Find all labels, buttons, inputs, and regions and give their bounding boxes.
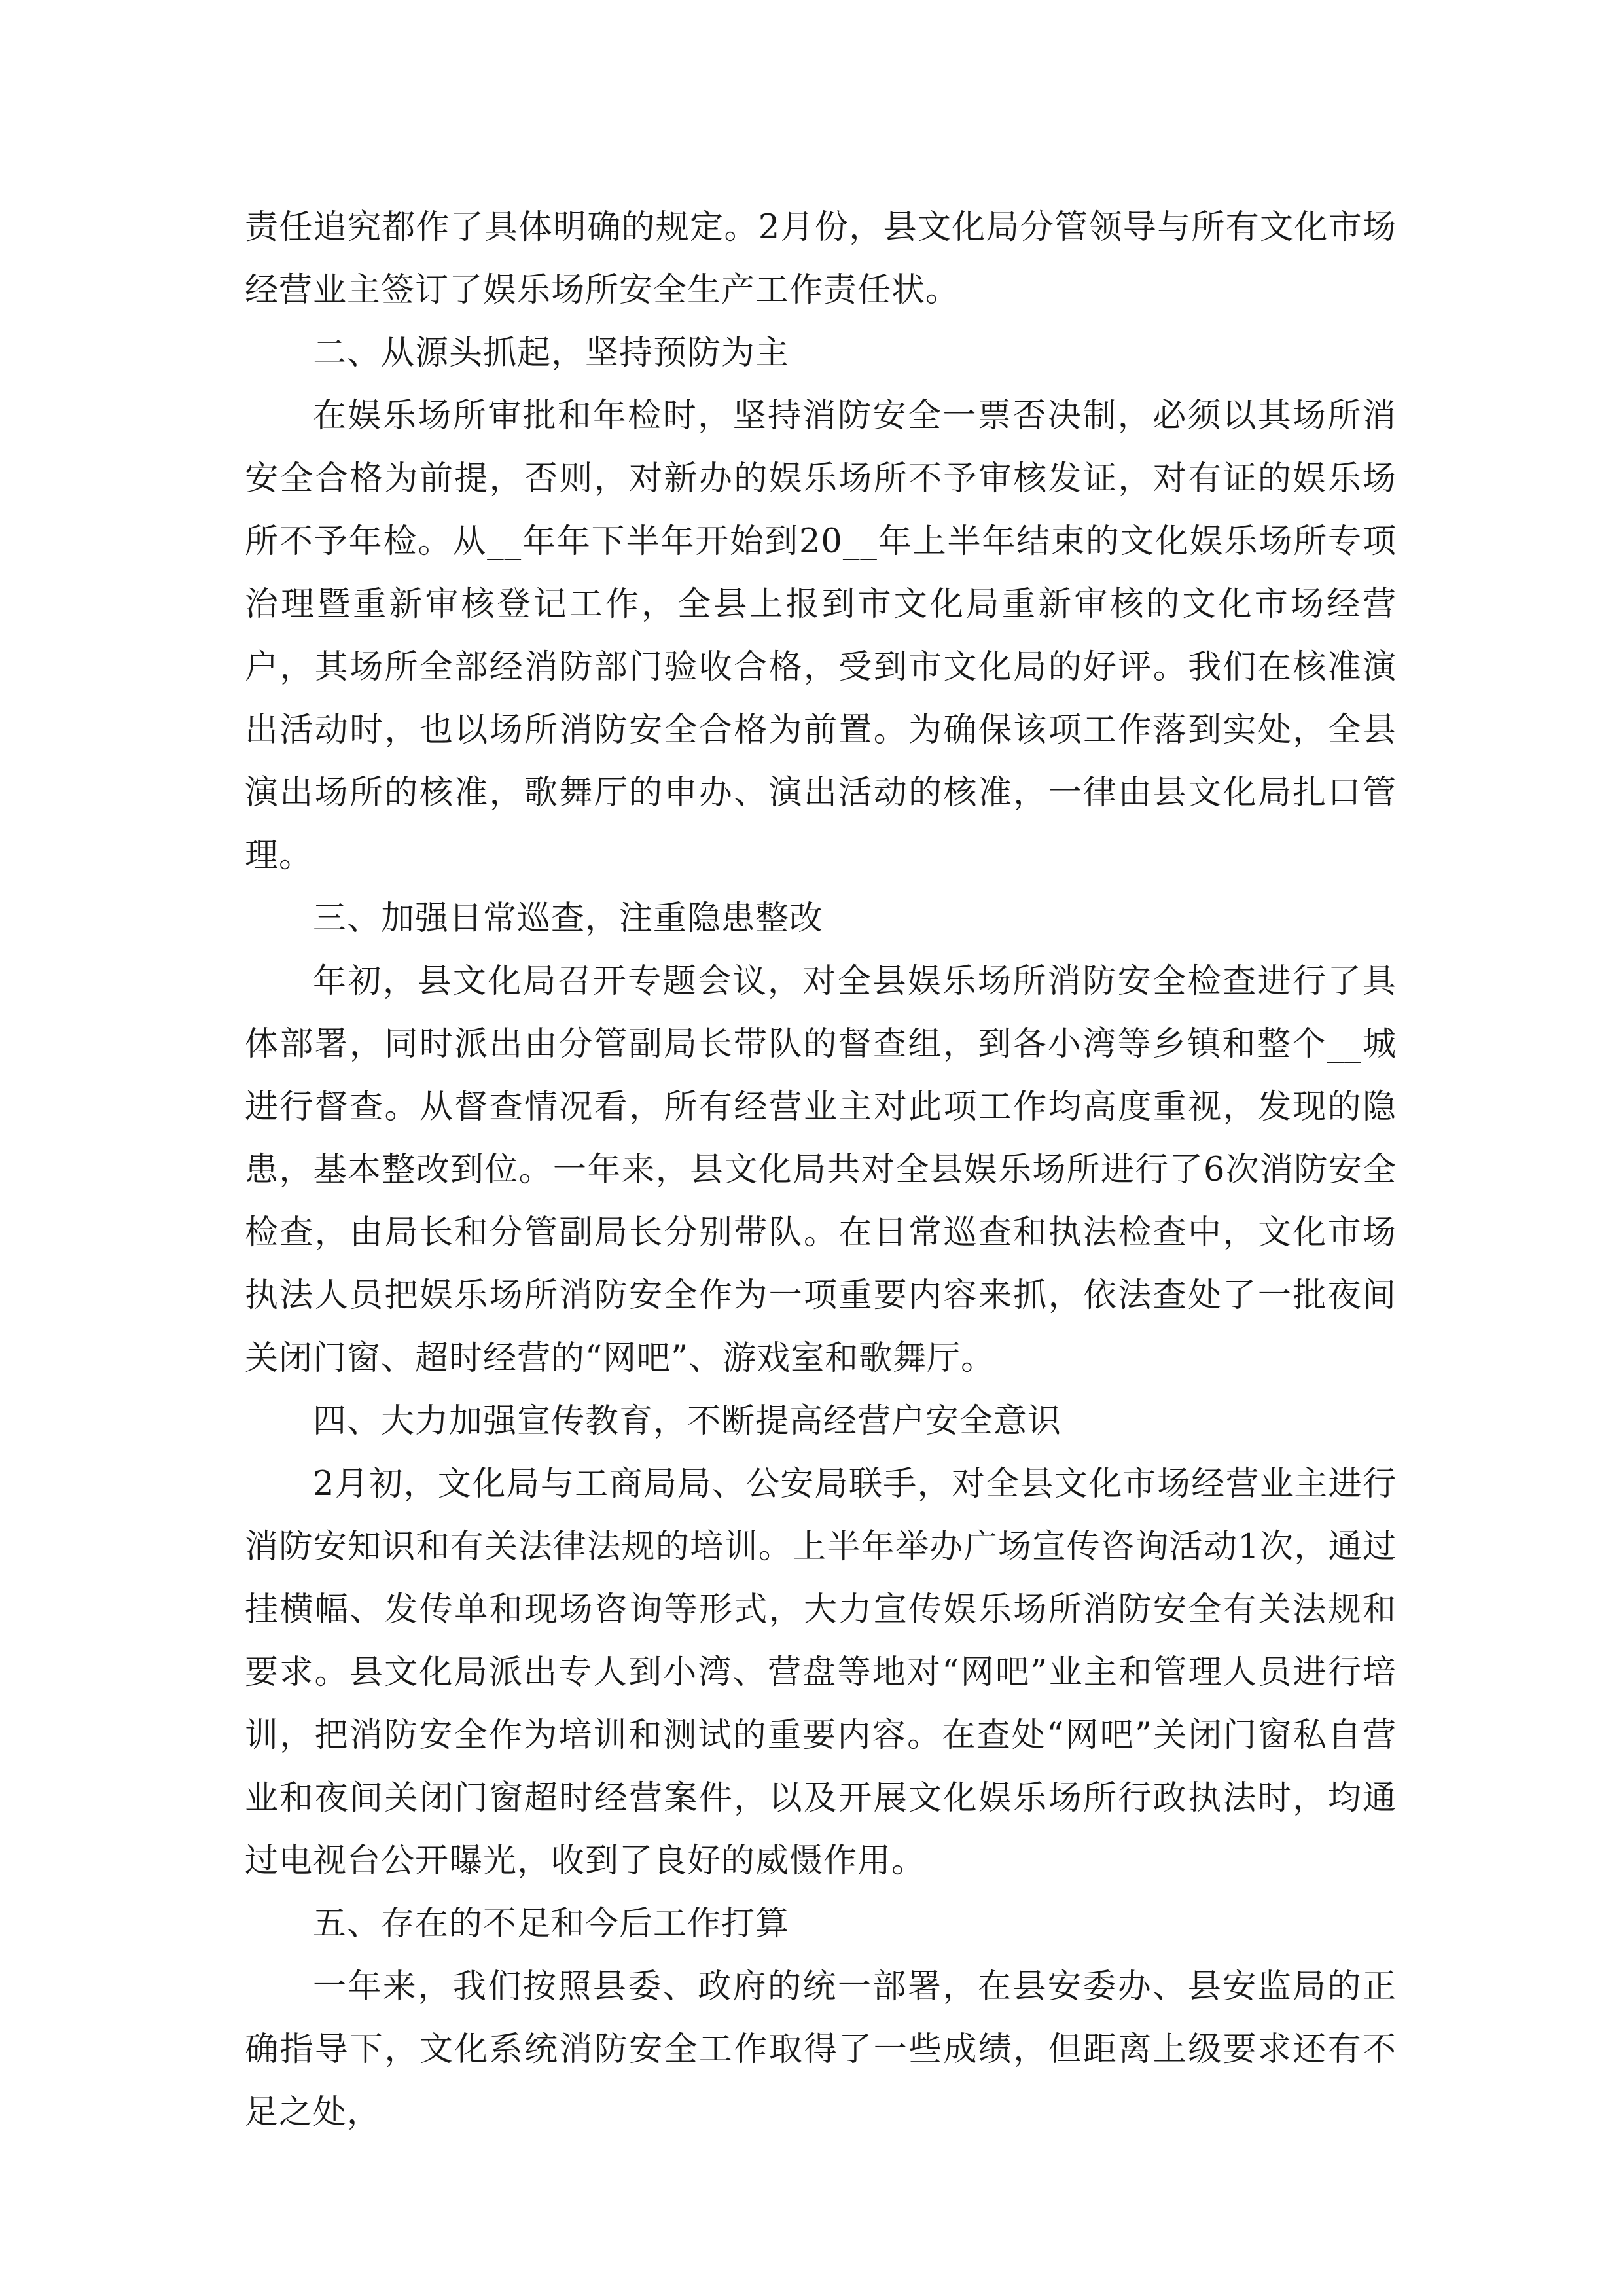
paragraph-section-2: 在娱乐场所审批和年检时，坚持消防安全一票否决制，必须以其场所消安全合格为前提，否则，对新办的娱乐场所不予审核发证，对有证的娱乐场所不予年检。从__年年下半年开始到20__年上半年结束的文化娱乐场所专项治理暨重新审核登记工作，全县上报到市文化局重新审核的文化市场经营户，其场所全部经消防部门验收合格，受到市文化局的好评。我们在核准演出活动时，也以场所消防安全合格为前置。为确保该项工作落到实处，全县演出场所的核准，歌舞厅的申办、演出活动的核准，一律由县文化局扎口管理。	[245, 397, 1397, 875]
paragraph-section-5: 一年来，我们按照县委、政府的统一部署，在县安委办、县安监局的正确指导下，文化系统消防安全工作取得了一些成绩，但距离上级要求还有不足之处，	[245, 1967, 1397, 2132]
section-heading-3: 三、加强日常巡查，注重隐患整改	[313, 899, 824, 938]
section-heading-2: 二、从源头抓起，坚持预防为主	[313, 334, 790, 372]
paragraph-section-4: 2月初，文化局与工商局局、公安局联手，对全县文化市场经营业主进行消防安知识和有关法律法规的培训。上半年举办广场宣传咨询活动1次，通过挂横幅、发传单和现场咨询等形式，大力宣传娱乐场所消防安全有关法规和要求。县文化局派出专人到小湾、营盘等地对“网吧”业主和管理人员进行培训，把消防安全作为培训和测试的重要内容。在查处“网吧”关闭门窗私自营业和夜间关闭门窗超时经营案件，以及开展文化娱乐场所行政执法时，均通过电视台公开曝光，收到了良好的威慑作用。	[245, 1465, 1397, 1880]
section-heading-4: 四、大力加强宣传教育，不断提高经营户安全意识	[313, 1402, 1062, 1441]
document-body	[245, 196, 1397, 2144]
paragraph-continuation: 责任追究都作了具体明确的规定。2月份，县文化局分管领导与所有文化市场经营业主签订了娱乐场所安全生产工作责任状。	[245, 208, 1397, 310]
paragraph-section-3: 年初，县文化局召开专题会议，对全县娱乐场所消防安全检查进行了具体部署，同时派出由分管副局长带队的督查组，到各小湾等乡镇和整个__城进行督查。从督查情况看，所有经营业主对此项工作均高度重视，发现的隐患，基本整改到位。一年来，县文化局共对全县娱乐场所进行了6次消防安全检查，由局长和分管副局长分别带队。在日常巡查和执法检查中，文化市场执法人员把娱乐场所消防安全作为一项重要内容来抓，依法查处了一批夜间关闭门窗、超时经营的“网吧”、游戏室和歌舞厅。	[245, 962, 1397, 1378]
section-heading-5: 五、存在的不足和今后工作打算	[313, 1905, 790, 1943]
